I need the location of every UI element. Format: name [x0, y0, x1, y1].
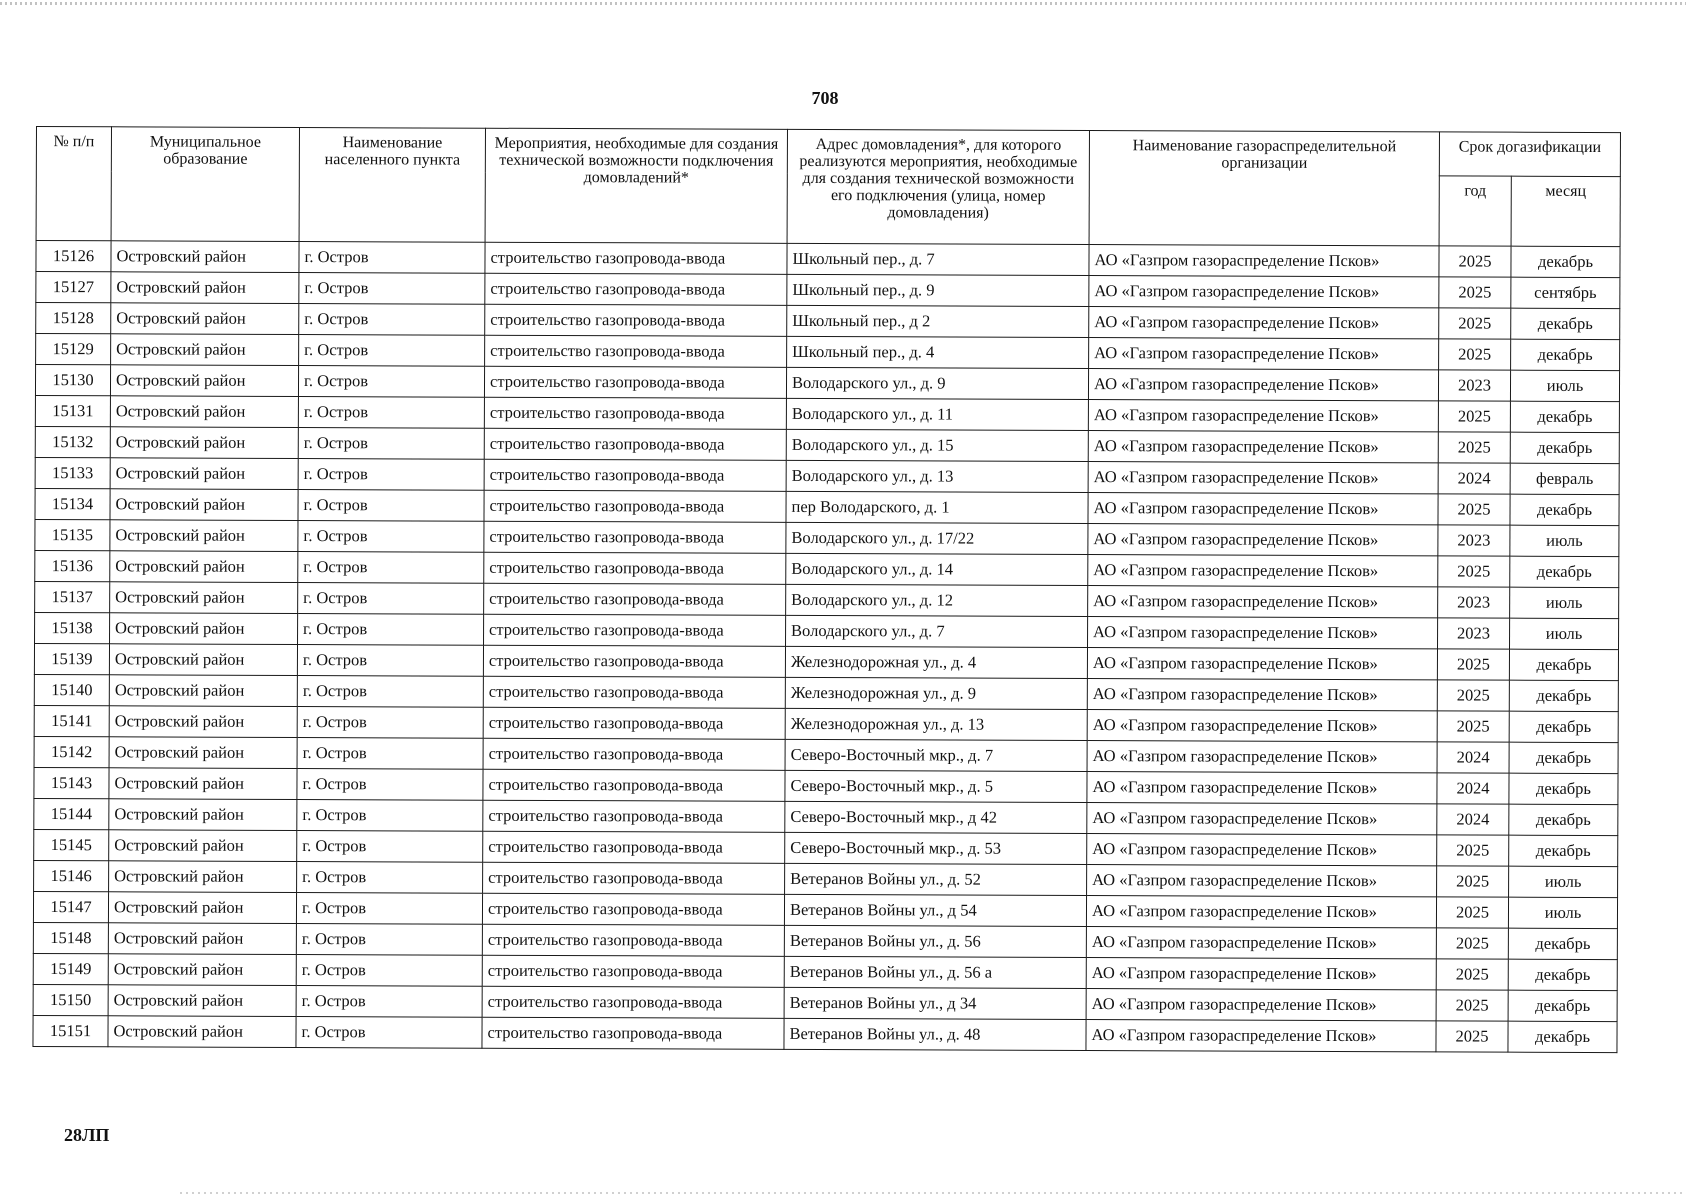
- cell-month: декабрь: [1509, 742, 1618, 773]
- cell-address: Ветеранов Войны ул., д. 56 а: [784, 956, 1086, 988]
- cell-gas-org: АО «Газпром газораспределение Псков»: [1089, 245, 1439, 277]
- cell-year: 2023: [1438, 618, 1510, 649]
- cell-settlement: г. Остров: [297, 707, 483, 739]
- cell-gas-org: АО «Газпром газораспределение Псков»: [1087, 865, 1437, 897]
- cell-municipality: Островский район: [110, 396, 298, 428]
- cell-num: 15147: [33, 891, 108, 922]
- cell-measure: строительство газопровода-ввода: [483, 800, 785, 832]
- cell-month: июль: [1510, 587, 1619, 618]
- cell-year: 2025: [1439, 277, 1511, 308]
- cell-month: июль: [1510, 618, 1619, 649]
- cell-settlement: г. Остров: [297, 831, 483, 863]
- cell-settlement: г. Остров: [296, 924, 482, 956]
- cell-num: 15127: [36, 272, 111, 303]
- cell-year: 2023: [1438, 525, 1510, 556]
- cell-year: 2025: [1436, 1021, 1508, 1052]
- cell-measure: строительство газопровода-ввода: [482, 955, 784, 987]
- header-month: месяц: [1511, 176, 1620, 246]
- cell-year: 2023: [1438, 370, 1510, 401]
- cell-month: декабрь: [1510, 556, 1619, 587]
- cell-year: 2024: [1438, 463, 1510, 494]
- table-body: [33, 241, 1620, 1053]
- cell-year: 2025: [1436, 990, 1508, 1021]
- cell-measure: строительство газопровода-ввода: [484, 552, 786, 584]
- cell-measure: строительство газопровода-ввода: [482, 1017, 784, 1049]
- cell-municipality: Островский район: [108, 985, 296, 1017]
- cell-gas-org: АО «Газпром газораспределение Псков»: [1087, 679, 1437, 711]
- cell-address: Ветеранов Войны ул., д. 56: [784, 925, 1086, 957]
- table-row: [33, 1015, 1617, 1052]
- cell-settlement: г. Остров: [299, 242, 485, 274]
- cell-measure: строительство газопровода-ввода: [484, 614, 786, 646]
- cell-year: 2025: [1437, 680, 1509, 711]
- cell-municipality: Островский район: [110, 551, 298, 583]
- cell-gas-org: АО «Газпром газораспределение Псков»: [1088, 524, 1438, 556]
- cell-settlement: г. Остров: [299, 273, 485, 305]
- cell-year: 2025: [1438, 432, 1510, 463]
- cell-settlement: г. Остров: [298, 459, 484, 491]
- cell-month: декабрь: [1509, 773, 1618, 804]
- cell-municipality: Островский район: [109, 768, 297, 800]
- cell-gas-org: АО «Газпром газораспределение Псков»: [1088, 555, 1438, 587]
- cell-settlement: г. Остров: [297, 769, 483, 801]
- cell-gas-org: АО «Газпром газораспределение Псков»: [1087, 648, 1437, 680]
- cell-address: Володарского ул., д. 13: [786, 460, 1088, 492]
- cell-address: Школьный пер., д. 7: [787, 243, 1089, 275]
- cell-measure: строительство газопровода-ввода: [483, 707, 785, 739]
- cell-num: 15129: [36, 334, 111, 365]
- cell-settlement: г. Остров: [298, 490, 484, 522]
- cell-gas-org: АО «Газпром газораспределение Псков»: [1089, 307, 1439, 339]
- cell-num: 15141: [34, 705, 109, 736]
- cell-gas-org: АО «Газпром газораспределение Псков»: [1086, 896, 1436, 928]
- cell-year: 2025: [1436, 897, 1508, 928]
- cell-num: 15131: [35, 395, 110, 426]
- cell-municipality: Островский район: [109, 799, 297, 831]
- cell-gas-org: АО «Газпром газораспределение Псков»: [1086, 927, 1436, 959]
- page-number: 708: [811, 88, 839, 108]
- cell-gas-org: АО «Газпром газораспределение Псков»: [1087, 803, 1437, 835]
- cell-year: 2023: [1438, 587, 1510, 618]
- cell-address: Володарского ул., д. 9: [786, 367, 1088, 399]
- cell-measure: строительство газопровода-ввода: [482, 986, 784, 1018]
- cell-municipality: Островский район: [110, 365, 298, 397]
- cell-measure: строительство газопровода-ввода: [484, 459, 786, 491]
- cell-year: 2025: [1436, 928, 1508, 959]
- cell-month: декабрь: [1508, 990, 1617, 1021]
- cell-address: Володарского ул., д. 17/22: [786, 522, 1088, 554]
- cell-month: июль: [1508, 897, 1617, 928]
- cell-year: 2024: [1437, 773, 1509, 804]
- cell-measure: строительство газопровода-ввода: [482, 924, 784, 956]
- footer-mark: 28ЛП: [64, 1125, 110, 1145]
- cell-num: 15132: [35, 426, 110, 457]
- cell-gas-org: АО «Газпром газораспределение Псков»: [1086, 1020, 1436, 1052]
- cell-address: Ветеранов Войны ул., д. 52: [785, 863, 1087, 895]
- cell-gas-org: АО «Газпром газораспределение Псков»: [1088, 400, 1438, 432]
- cell-municipality: Островский район: [109, 737, 297, 769]
- cell-settlement: г. Остров: [298, 397, 484, 429]
- cell-municipality: Островский район: [109, 830, 297, 862]
- cell-num: 15146: [34, 860, 109, 891]
- cell-year: 2025: [1437, 835, 1509, 866]
- cell-num: 15139: [34, 643, 109, 674]
- cell-address: Ветеранов Войны ул., д 34: [784, 987, 1086, 1019]
- cell-num: 15138: [35, 612, 110, 643]
- cell-month: декабрь: [1511, 246, 1620, 277]
- cell-address: Железнодорожная ул., д. 13: [785, 708, 1087, 740]
- cell-settlement: г. Остров: [297, 676, 483, 708]
- cell-settlement: г. Остров: [297, 862, 483, 894]
- cell-month: декабрь: [1508, 928, 1617, 959]
- cell-num: 15126: [36, 241, 111, 272]
- cell-measure: строительство газопровода-ввода: [485, 304, 787, 336]
- cell-settlement: г. Остров: [298, 366, 484, 398]
- cell-address: Северо-Восточный мкр., д. 53: [785, 832, 1087, 864]
- cell-gas-org: АО «Газпром газораспределение Псков»: [1088, 493, 1438, 525]
- cell-settlement: г. Остров: [296, 893, 482, 925]
- scan-edge-top: [0, 2, 1686, 5]
- cell-num: 15144: [34, 798, 109, 829]
- cell-gas-org: АО «Газпром газораспределение Псков»: [1087, 710, 1437, 742]
- cell-year: 2025: [1438, 556, 1510, 587]
- cell-month: июль: [1509, 866, 1618, 897]
- cell-municipality: Островский район: [111, 334, 299, 366]
- cell-measure: строительство газопровода-ввода: [484, 366, 786, 398]
- cell-num: 15135: [35, 519, 110, 550]
- cell-gas-org: АО «Газпром газораспределение Псков»: [1089, 338, 1439, 370]
- cell-municipality: Островский район: [109, 861, 297, 893]
- cell-address: Володарского ул., д. 12: [786, 584, 1088, 616]
- cell-municipality: Островский район: [110, 520, 298, 552]
- cell-year: 2024: [1437, 742, 1509, 773]
- cell-settlement: г. Остров: [298, 583, 484, 615]
- gasification-table: [32, 126, 1621, 1053]
- cell-num: 15140: [34, 674, 109, 705]
- cell-address: Школьный пер., д. 4: [787, 336, 1089, 368]
- cell-municipality: Островский район: [110, 427, 298, 459]
- cell-settlement: г. Остров: [298, 614, 484, 646]
- cell-measure: строительство газопровода-ввода: [485, 273, 787, 305]
- cell-settlement: г. Остров: [299, 335, 485, 367]
- cell-month: декабрь: [1510, 401, 1619, 432]
- cell-num: 15150: [33, 984, 108, 1015]
- cell-address: Ветеранов Войны ул., д 54: [784, 894, 1086, 926]
- cell-year: 2025: [1438, 494, 1510, 525]
- cell-num: 15134: [35, 488, 110, 519]
- cell-gas-org: АО «Газпром газораспределение Псков»: [1088, 369, 1438, 401]
- cell-num: 15133: [35, 457, 110, 488]
- cell-measure: строительство газопровода-ввода: [483, 862, 785, 894]
- cell-municipality: Островский район: [108, 923, 296, 955]
- cell-municipality: Островский район: [109, 675, 297, 707]
- cell-measure: строительство газопровода-ввода: [483, 831, 785, 863]
- cell-settlement: г. Остров: [297, 645, 483, 677]
- cell-municipality: Островский район: [111, 241, 299, 273]
- cell-month: декабрь: [1511, 339, 1620, 370]
- cell-settlement: г. Остров: [298, 552, 484, 584]
- cell-month: февраль: [1510, 463, 1619, 494]
- cell-gas-org: АО «Газпром газораспределение Псков»: [1088, 431, 1438, 463]
- header-measures: Мероприятия, необходимые для создания технической возможности подключения домовладений*: [485, 128, 787, 243]
- cell-num: 15130: [35, 365, 110, 396]
- cell-address: Железнодорожная ул., д. 4: [785, 646, 1087, 678]
- table-header: [36, 127, 1620, 247]
- cell-month: сентябрь: [1511, 277, 1620, 308]
- cell-month: декабрь: [1510, 494, 1619, 525]
- cell-measure: строительство газопровода-ввода: [484, 521, 786, 553]
- cell-municipality: Островский район: [110, 458, 298, 490]
- cell-gas-org: АО «Газпром газораспределение Псков»: [1088, 586, 1438, 618]
- cell-address: Ветеранов Войны ул., д. 48: [784, 1018, 1086, 1050]
- cell-month: декабрь: [1509, 680, 1618, 711]
- cell-num: 15128: [36, 303, 111, 334]
- cell-num: 15136: [35, 550, 110, 581]
- cell-measure: строительство газопровода-ввода: [485, 242, 787, 274]
- cell-month: декабрь: [1508, 959, 1617, 990]
- cell-municipality: Островский район: [110, 582, 298, 614]
- cell-municipality: Островский район: [111, 303, 299, 335]
- cell-municipality: Островский район: [109, 644, 297, 676]
- cell-municipality: Островский район: [108, 1016, 296, 1048]
- header-year: год: [1439, 176, 1511, 246]
- cell-measure: строительство газопровода-ввода: [484, 428, 786, 460]
- cell-year: 2025: [1436, 959, 1508, 990]
- cell-year: 2024: [1437, 804, 1509, 835]
- cell-gas-org: АО «Газпром газораспределение Псков»: [1086, 989, 1436, 1021]
- cell-settlement: г. Остров: [297, 738, 483, 770]
- cell-gas-org: АО «Газпром газораспределение Псков»: [1086, 958, 1436, 990]
- cell-municipality: Островский район: [108, 954, 296, 986]
- header-deadline: Срок догазификации: [1439, 132, 1620, 177]
- cell-municipality: Островский район: [111, 272, 299, 304]
- cell-address: Северо-Восточный мкр., д. 7: [785, 739, 1087, 771]
- cell-month: декабрь: [1509, 649, 1618, 680]
- cell-month: июль: [1510, 525, 1619, 556]
- cell-month: декабрь: [1510, 432, 1619, 463]
- cell-gas-org: АО «Газпром газораспределение Псков»: [1089, 276, 1439, 308]
- cell-year: 2025: [1439, 308, 1511, 339]
- cell-address: Володарского ул., д. 14: [786, 553, 1088, 585]
- cell-year: 2025: [1437, 649, 1509, 680]
- cell-measure: строительство газопровода-ввода: [484, 583, 786, 615]
- cell-address: Володарского ул., д. 15: [786, 429, 1088, 461]
- cell-month: декабрь: [1509, 711, 1618, 742]
- cell-settlement: г. Остров: [298, 521, 484, 553]
- cell-address: Железнодорожная ул., д. 9: [785, 677, 1087, 709]
- cell-year: 2025: [1439, 339, 1511, 370]
- scan-edge-bottom: [180, 1192, 1686, 1194]
- cell-gas-org: АО «Газпром газораспределение Псков»: [1087, 741, 1437, 773]
- cell-month: июль: [1510, 370, 1619, 401]
- cell-measure: строительство газопровода-ввода: [484, 490, 786, 522]
- cell-address: Школьный пер., д. 9: [787, 274, 1089, 306]
- cell-gas-org: АО «Газпром газораспределение Псков»: [1088, 617, 1438, 649]
- cell-address: Северо-Восточный мкр., д. 5: [785, 770, 1087, 802]
- cell-gas-org: АО «Газпром газораспределение Псков»: [1087, 834, 1437, 866]
- cell-measure: строительство газопровода-ввода: [483, 645, 785, 677]
- header-num: № п/п: [36, 127, 111, 241]
- header-settlement: Наименование населенного пункта: [299, 128, 485, 243]
- cell-settlement: г. Остров: [299, 304, 485, 336]
- cell-measure: строительство газопровода-ввода: [485, 335, 787, 367]
- cell-address: пер Володарского, д. 1: [786, 491, 1088, 523]
- header-gas-org: Наименование газораспределительной организации: [1089, 131, 1439, 246]
- cell-measure: строительство газопровода-ввода: [483, 738, 785, 770]
- cell-municipality: Островский район: [108, 892, 296, 924]
- cell-month: декабрь: [1511, 308, 1620, 339]
- cell-month: декабрь: [1508, 1021, 1617, 1052]
- cell-num: 15142: [34, 736, 109, 767]
- cell-month: декабрь: [1509, 835, 1618, 866]
- cell-num: 15137: [35, 581, 110, 612]
- cell-num: 15143: [34, 767, 109, 798]
- cell-address: Школьный пер., д 2: [787, 305, 1089, 337]
- cell-year: 2025: [1437, 866, 1509, 897]
- cell-address: Володарского ул., д. 11: [786, 398, 1088, 430]
- cell-gas-org: АО «Газпром газораспределение Псков»: [1087, 772, 1437, 804]
- cell-num: 15149: [33, 953, 108, 984]
- cell-settlement: г. Остров: [296, 955, 482, 987]
- header-municipality: Муниципальное образование: [111, 127, 299, 242]
- cell-municipality: Островский район: [110, 613, 298, 645]
- cell-num: 15145: [34, 829, 109, 860]
- cell-year: 2025: [1438, 401, 1510, 432]
- cell-year: 2025: [1439, 246, 1511, 277]
- cell-address: Северо-Восточный мкр., д 42: [785, 801, 1087, 833]
- cell-settlement: г. Остров: [297, 800, 483, 832]
- cell-measure: строительство газопровода-ввода: [483, 676, 785, 708]
- cell-address: Володарского ул., д. 7: [786, 615, 1088, 647]
- cell-measure: строительство газопровода-ввода: [482, 893, 784, 925]
- cell-month: декабрь: [1509, 804, 1618, 835]
- cell-municipality: Островский район: [110, 489, 298, 521]
- cell-measure: строительство газопровода-ввода: [483, 769, 785, 801]
- cell-settlement: г. Остров: [298, 428, 484, 460]
- cell-gas-org: АО «Газпром газораспределение Псков»: [1088, 462, 1438, 494]
- cell-num: 15148: [33, 922, 108, 953]
- cell-num: 15151: [33, 1015, 108, 1046]
- cell-municipality: Островский район: [109, 706, 297, 738]
- cell-settlement: г. Остров: [296, 986, 482, 1018]
- cell-settlement: г. Остров: [296, 1017, 482, 1049]
- cell-year: 2025: [1437, 711, 1509, 742]
- header-address: Адрес домовладения*, для которого реализуются мероприятия, необходимые для создания технической возможности его подключения (улица, номер домовладения): [787, 129, 1089, 244]
- cell-measure: строительство газопровода-ввода: [484, 397, 786, 429]
